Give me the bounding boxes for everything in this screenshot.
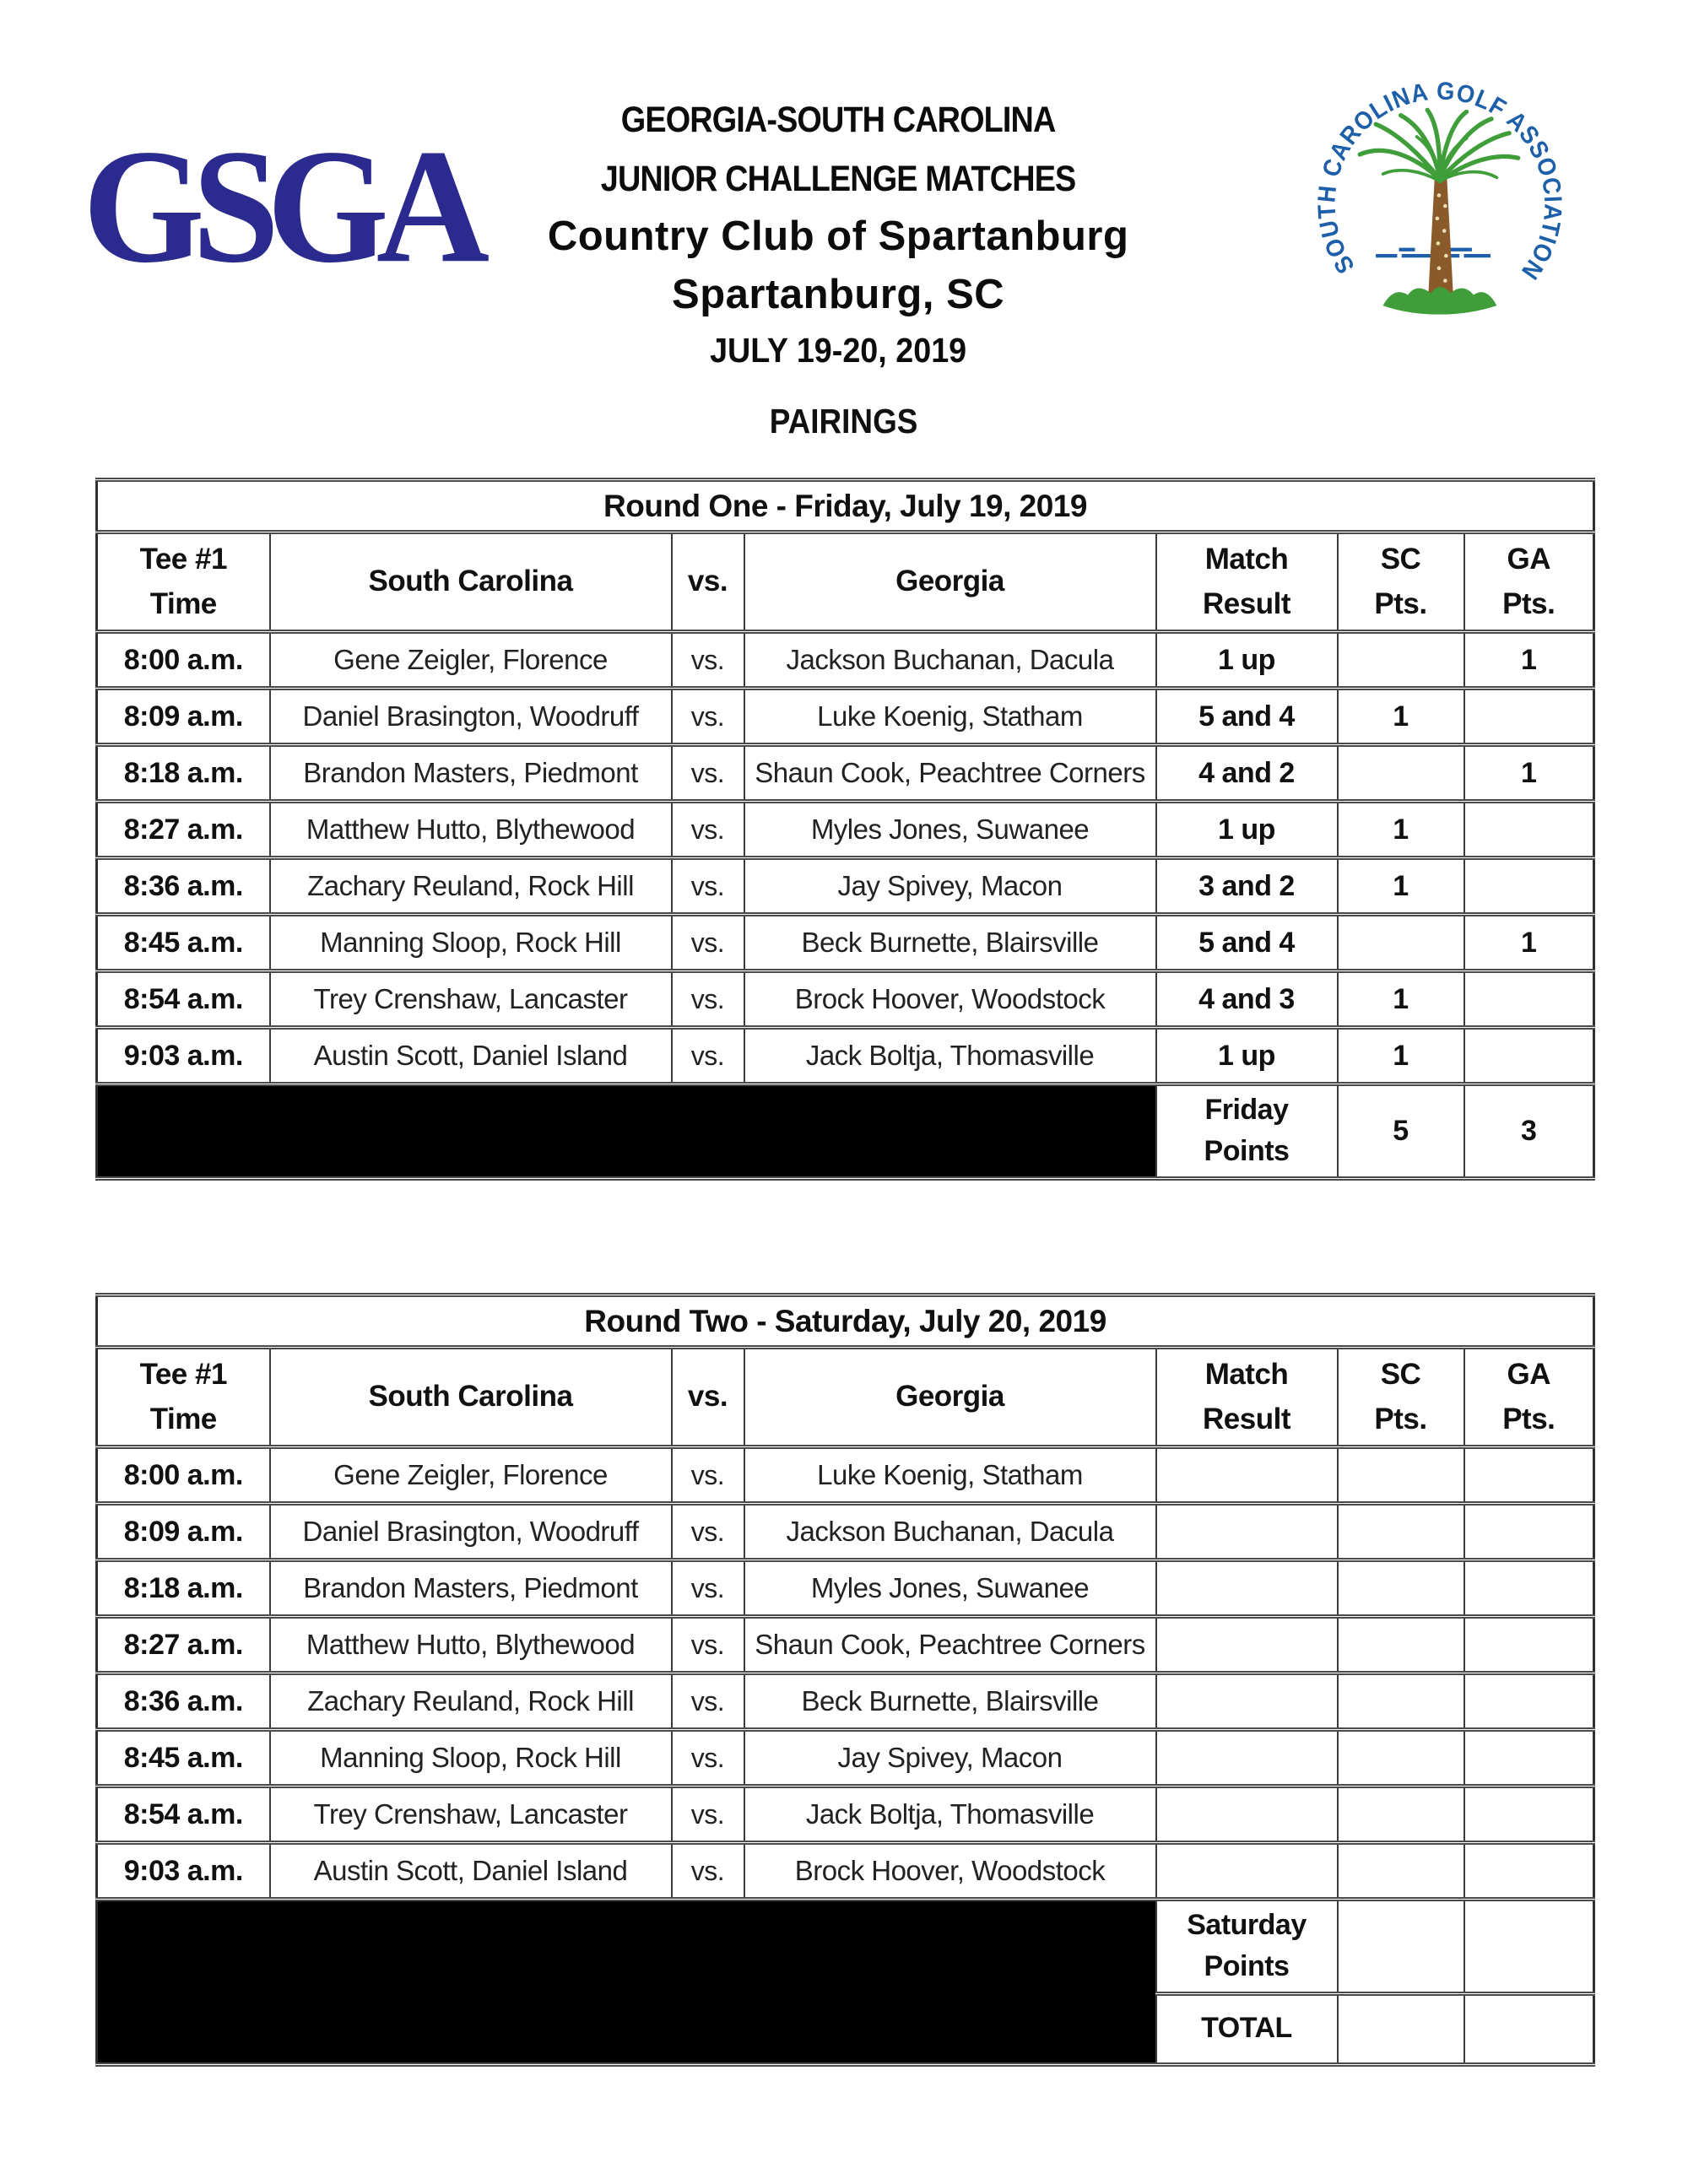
tee-time-cell: 8:27 a.m. [97,1617,270,1673]
saturday-points-label: Saturday Points [1156,1900,1338,1994]
match-result-cell: 5 and 4 [1156,915,1338,971]
ga-pts-cell [1464,1730,1594,1787]
ga-player-cell: Jay Spivey, Macon [744,1730,1156,1787]
tee-time-cell: 8:54 a.m. [97,1787,270,1843]
match-result-cell: 1 up [1156,632,1338,689]
ga-player-cell: Jay Spivey, Macon [744,858,1156,915]
column-header-row [97,532,1594,632]
saturday-sc-points-cell [1338,1900,1464,1994]
match-result-cell: 1 up [1156,1028,1338,1084]
tee-time-cell: 8:27 a.m. [97,802,270,858]
tee-time-cell: 8:36 a.m. [97,1673,270,1730]
match-result-cell: 4 and 3 [1156,971,1338,1028]
round-one-table [95,478,1595,1181]
col-header-tee-time: Tee #1 Time [97,532,270,632]
match-result-cell [1156,1617,1338,1673]
match-result-cell [1156,1787,1338,1843]
col-header-sc-pts: SC Pts. [1338,1348,1464,1447]
vs-cell: vs. [672,689,744,745]
ga-player-cell: Beck Burnette, Blairsville [744,915,1156,971]
col-header-georgia: Georgia [744,532,1156,632]
table-row [97,745,1594,802]
saturday-ga-points-cell [1464,1900,1594,1994]
vs-cell: vs. [672,745,744,802]
sc-pts-cell [1338,1447,1464,1504]
ga-pts-cell [1464,689,1594,745]
match-result-cell: 3 and 2 [1156,858,1338,915]
ga-pts-cell: 1 [1464,915,1594,971]
ga-player-cell: Jackson Buchanan, Dacula [744,1504,1156,1560]
ga-pts-cell [1464,1843,1594,1900]
tee-time-cell: 8:45 a.m. [97,1730,270,1787]
col-header-ga-pts: GA Pts. [1464,532,1594,632]
round-one-title: Round One - Friday, July 19, 2019 [97,480,1594,532]
blackout-cell [97,1900,1156,2065]
vs-cell: vs. [672,1447,744,1504]
match-result-cell [1156,1560,1338,1617]
table-row [97,1843,1594,1900]
tee-time-cell: 8:18 a.m. [97,1560,270,1617]
total-sc-points-cell [1338,1993,1464,2064]
ga-pts-cell [1464,1560,1594,1617]
table-row [97,1617,1594,1673]
vs-cell: vs. [672,1787,744,1843]
ga-pts-cell [1464,971,1594,1028]
sc-player-cell: Manning Sloop, Rock Hill [270,1730,672,1787]
col-header-match-result: Match Result [1156,1348,1338,1447]
col-header-vs: vs. [672,532,744,632]
friday-ga-points-cell: 3 [1464,1084,1594,1179]
tee-time-cell: 8:54 a.m. [97,971,270,1028]
ga-pts-cell [1464,858,1594,915]
table-title-row [97,1295,1594,1348]
round-two-title: Round Two - Saturday, July 20, 2019 [97,1295,1594,1348]
friday-points-label: Friday Points [1156,1084,1338,1179]
sc-player-cell: Austin Scott, Daniel Island [270,1843,672,1900]
friday-points-row [97,1084,1594,1179]
sc-pts-cell: 1 [1338,971,1464,1028]
ga-pts-cell [1464,1028,1594,1084]
event-header [548,100,1129,370]
table-row [97,915,1594,971]
tee-time-cell: 9:03 a.m. [97,1028,270,1084]
event-city-line: Spartanburg, SC [672,272,1005,317]
sc-player-cell: Matthew Hutto, Blythewood [270,802,672,858]
sc-player-cell: Austin Scott, Daniel Island [270,1028,672,1084]
ga-pts-cell [1464,1504,1594,1560]
sc-player-cell: Gene Zeigler, Florence [270,1447,672,1504]
ga-player-cell: Luke Koenig, Statham [744,1447,1156,1504]
ga-player-cell: Beck Burnette, Blairsville [744,1673,1156,1730]
total-ga-points-cell [1464,1993,1594,2064]
sc-pts-cell [1338,1673,1464,1730]
tee-time-cell: 8:09 a.m. [97,689,270,745]
table-row [97,971,1594,1028]
table-row [97,802,1594,858]
ga-player-cell: Jackson Buchanan, Dacula [744,632,1156,689]
sc-player-cell: Zachary Reuland, Rock Hill [270,858,672,915]
friday-sc-points-cell: 5 [1338,1084,1464,1179]
ga-player-cell: Jack Boltja, Thomasville [744,1028,1156,1084]
sc-player-cell: Zachary Reuland, Rock Hill [270,1673,672,1730]
sc-pts-cell [1338,1504,1464,1560]
palm-trunk-icon [1428,180,1453,295]
ga-player-cell: Brock Hoover, Woodstock [744,1843,1156,1900]
tee-time-cell: 8:00 a.m. [97,632,270,689]
sc-pts-cell: 1 [1338,689,1464,745]
ga-player-cell: Myles Jones, Suwanee [744,802,1156,858]
sc-player-cell: Brandon Masters, Piedmont [270,1560,672,1617]
col-header-sc-pts: SC Pts. [1338,532,1464,632]
event-title-line-1: GEORGIA-SOUTH CAROLINA [620,100,1056,140]
ga-pts-cell: 1 [1464,632,1594,689]
sc-pts-cell: 1 [1338,1028,1464,1084]
match-result-cell [1156,1447,1338,1504]
col-header-south-carolina: South Carolina [270,532,672,632]
sc-player-cell: Matthew Hutto, Blythewood [270,1617,672,1673]
ga-player-cell: Jack Boltja, Thomasville [744,1787,1156,1843]
sc-pts-cell [1338,1617,1464,1673]
col-header-vs: vs. [672,1348,744,1447]
match-result-cell [1156,1504,1338,1560]
sc-pts-cell [1338,632,1464,689]
sc-player-cell: Gene Zeigler, Florence [270,632,672,689]
tee-time-cell: 8:00 a.m. [97,1447,270,1504]
tee-time-cell: 8:18 a.m. [97,745,270,802]
table-row [97,1787,1594,1843]
sc-pts-cell [1338,1560,1464,1617]
ga-player-cell: Luke Koenig, Statham [744,689,1156,745]
table-row [97,689,1594,745]
match-result-cell: 5 and 4 [1156,689,1338,745]
sc-pts-cell [1338,745,1464,802]
event-dates-line: JULY 19-20, 2019 [710,331,967,370]
vs-cell: vs. [672,1673,744,1730]
match-result-cell [1156,1843,1338,1900]
sc-pts-cell: 1 [1338,802,1464,858]
vs-cell: vs. [672,632,744,689]
gsga-logo: GSGA [83,116,478,297]
vs-cell: vs. [672,1560,744,1617]
event-venue-line: Country Club of Spartanburg [547,214,1129,259]
sc-player-cell: Brandon Masters, Piedmont [270,745,672,802]
col-header-south-carolina: South Carolina [270,1348,672,1447]
tee-time-cell: 8:36 a.m. [97,858,270,915]
vs-cell: vs. [672,1028,744,1084]
sc-pts-cell [1338,915,1464,971]
table-row [97,858,1594,915]
col-header-tee-time: Tee #1 Time [97,1348,270,1447]
round-two-table [95,1293,1595,2067]
sc-player-cell: Trey Crenshaw, Lancaster [270,971,672,1028]
match-result-cell [1156,1673,1338,1730]
vs-cell: vs. [672,1843,744,1900]
event-title-line-2: JUNIOR CHALLENGE MATCHES [600,159,1076,199]
sc-player-cell: Manning Sloop, Rock Hill [270,915,672,971]
table-row [97,632,1594,689]
match-result-cell [1156,1730,1338,1787]
ga-player-cell: Brock Hoover, Woodstock [744,971,1156,1028]
tee-time-cell: 8:09 a.m. [97,1504,270,1560]
table-row [97,1730,1594,1787]
vs-cell: vs. [672,1617,744,1673]
saturday-points-row [97,1900,1594,1994]
ga-pts-cell: 1 [1464,745,1594,802]
ga-player-cell: Shaun Cook, Peachtree Corners [744,745,1156,802]
tee-time-cell: 8:45 a.m. [97,915,270,971]
vs-cell: vs. [672,915,744,971]
ga-pts-cell [1464,802,1594,858]
sc-player-cell: Trey Crenshaw, Lancaster [270,1787,672,1843]
col-header-ga-pts: GA Pts. [1464,1348,1594,1447]
table-row [97,1028,1594,1084]
table-row [97,1560,1594,1617]
match-result-cell: 1 up [1156,802,1338,858]
table-row [97,1447,1594,1504]
ga-pts-cell [1464,1787,1594,1843]
sc-pts-cell: 1 [1338,858,1464,915]
ga-player-cell: Myles Jones, Suwanee [744,1560,1156,1617]
blackout-cell [97,1084,1156,1179]
vs-cell: vs. [672,971,744,1028]
vs-cell: vs. [672,1504,744,1560]
sc-pts-cell [1338,1787,1464,1843]
sc-pts-cell [1338,1843,1464,1900]
pairings-heading-text: PAIRINGS [770,402,918,441]
sc-player-cell: Daniel Brasington, Woodruff [270,1504,672,1560]
vs-cell: vs. [672,858,744,915]
tee-time-cell: 9:03 a.m. [97,1843,270,1900]
pairings-heading [0,402,1688,441]
match-result-cell: 4 and 2 [1156,745,1338,802]
table-title-row [97,480,1594,532]
scga-arc-text: SOUTH CAROLINA GOLF ASSOCIATION [1312,77,1567,287]
ga-pts-cell [1464,1447,1594,1504]
table-row [97,1504,1594,1560]
col-header-georgia: Georgia [744,1348,1156,1447]
ga-pts-cell [1464,1673,1594,1730]
sc-player-cell: Daniel Brasington, Woodruff [270,689,672,745]
scga-logo [1307,71,1573,338]
table-row [97,1673,1594,1730]
total-label: TOTAL [1156,1993,1338,2064]
vs-cell: vs. [672,802,744,858]
col-header-match-result: Match Result [1156,532,1338,632]
grass-icon [1383,287,1497,315]
column-header-row [97,1348,1594,1447]
vs-cell: vs. [672,1730,744,1787]
sc-pts-cell [1338,1730,1464,1787]
ga-player-cell: Shaun Cook, Peachtree Corners [744,1617,1156,1673]
ga-pts-cell [1464,1617,1594,1673]
